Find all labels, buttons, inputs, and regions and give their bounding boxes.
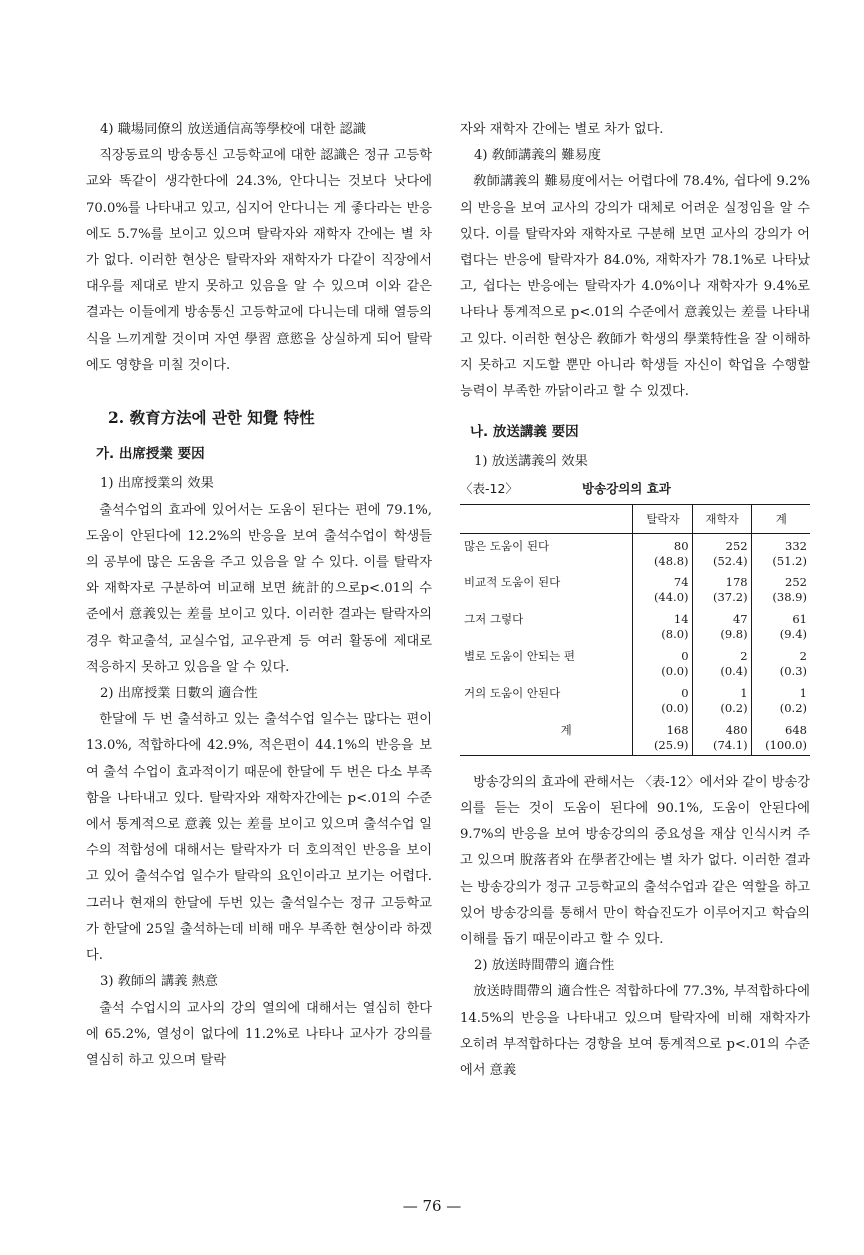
cell-total: 252 (38.9) — [751, 570, 810, 607]
paragraph: 敎師講義의 難易度에서는 어렵다에 78.4%, 쉽다에 9.2%의 반응을 보여 교사의 강의가 대체로 어려운 실정임을 알 수 있다. 이를 탈락자와 재학자로 구분해 보면 교사의 강의가 어렵다는 반응에 탈락자가 84.0%, 재학자가 78.1%로 나타났고, 쉽다는 반응에는 탈락자가 4.0%이나 재학자가 9.4%로 나타나 통계적으로 p<.01의 수준에서 意義있는 差를 나타내고 있다. 이러한 현상은 敎師가 학생의 學業特性을 잘 이해하지 못하고 지도할 뿐만 아니라 학생들 자신이 학업을 수행할 능력이 부족한 까닭이라고 할 수 있겠다. — [460, 174, 810, 400]
row-label: 별로 도움이 안되는 편 — [464, 649, 575, 664]
page-number: — 76 — — [402, 1197, 462, 1215]
cell-dropout: 168 (25.9) — [633, 718, 692, 755]
table-header-blank — [460, 504, 633, 533]
subsection-4-heading: 4) 敎師講義의 難易度 — [474, 148, 601, 164]
cell-total: 2 (0.3) — [751, 644, 810, 681]
paragraph: 출석 수업시의 교사의 강의 열의에 대해서는 열심히 한다에 65.2%, 열성이 없다에 11.2%로 나타나 교사가 강의를 열심히 하고 있으며 탈락 — [86, 1000, 432, 1068]
header-dropout: 탈락자 — [633, 504, 692, 533]
row-label: 많은 도움이 된다 — [464, 538, 550, 553]
left-column — [86, 117, 432, 1074]
subsection-2-heading: 2) 放送時間帶의 適合性 — [474, 958, 615, 974]
row-label: 비교적 도움이 된다 — [464, 575, 561, 590]
table-row — [460, 644, 810, 681]
table-row — [460, 681, 810, 718]
row-label: 거의 도움이 안된다 — [464, 686, 561, 701]
table-row — [460, 570, 810, 607]
paragraph: 직장동료의 방송통신 고등학교에 대한 認識은 정규 고등학교와 똑같이 생각한다에 24.3%, 안다니는 것보다 낫다에 70.0%를 나타내고 있고, 심지어 안다니는 게 좋다라는 반응에도 5.7%를 보이고 있으며 탈락자와 재학자 간에는 별 차가 없다. 이러한 현상은 탈락자와 재학자가 다같이 직장에서 대우를 제대로 받지 못하고 있음을 알 수 있으며 이와 같은 결과는 이들에게 방송통신 고등학교에 다니는데 대해 열등의식을 느끼게할 것이며 자연 學習 意慾을 상실하게 되어 탈락에도 영향을 미칠 것이다. — [86, 148, 432, 373]
cell-dropout: 80 (48.8) — [633, 533, 692, 570]
row-label: 계 — [460, 718, 633, 755]
right-column — [460, 117, 810, 1084]
cell-dropout: 74 (44.0) — [633, 570, 692, 607]
section-2-heading: 2. 敎育方法에 관한 知覺 特性 — [108, 408, 315, 428]
row-label: 그저 그렇다 — [464, 612, 524, 627]
cell-enrolled: 1 (0.2) — [692, 681, 751, 718]
paragraph: 放送時間帶의 適合性은 적합하다에 77.3%, 부적합하다에 14.5%의 반응을 나타내고 있으며 탈락자에 비해 재학자가 오히려 부적합하다는 경향을 보여 통계적으로 p<.01의 수준에서 意義 — [460, 984, 810, 1079]
table-row — [460, 533, 810, 570]
subsection-1-heading: 1) 出席授業의 效果 — [100, 476, 214, 492]
cell-total: 332 (51.2) — [751, 533, 810, 570]
cell-enrolled: 47 (9.8) — [692, 607, 751, 644]
header-total: 계 — [751, 504, 810, 533]
section-ga-heading: 가. 出席授業 要因 — [96, 446, 205, 463]
cell-total: 1 (0.2) — [751, 681, 810, 718]
effect-table — [460, 504, 810, 756]
paragraph: 자와 재학자 간에는 별로 차가 없다. — [460, 122, 664, 137]
table-caption — [460, 478, 810, 500]
header-enrolled: 재학자 — [692, 504, 751, 533]
table-title: 방송강의의 효과 — [582, 480, 671, 496]
table-row — [460, 607, 810, 644]
cell-enrolled: 252 (52.4) — [692, 533, 751, 570]
paragraph: 출석수업의 효과에 있어서는 도움이 된다는 편에 79.1%, 도움이 안된다에 12.2%의 반응을 보여 출석수업이 학생들의 공부에 많은 도움을 주고 있음을 알 수 있다. 이를 탈락자와 재학자로 구분하여 비교해 보면 統計的으로p<.01의 수준에서 意義있는 差를 보이고 있다. 이러한 결과는 탈락자의 경우 학교출석, 교실수업, 교우관계 등 여러 활동에 제대로 적응하지 못하고 있음을 알 수 있다. — [86, 502, 432, 675]
subsection-1-heading: 1) 放送講義의 效果 — [474, 454, 588, 470]
subsection-2-heading: 2) 出席授業 日數의 適合性 — [100, 686, 258, 702]
section-na-heading: 나. 放送講義 要因 — [470, 424, 579, 441]
paragraph: 한달에 두 번 출석하고 있는 출석수업 일수는 많다는 편이 13.0%, 적합하다에 42.9%, 적은편이 44.1%의 반응을 보여 출석 수업이 효과적이기 때문에 한달에 두 번은 다소 부족함을 나타내고 있다. 탈락자와 재학자간에는 p<.01의 수준에서 통계적으로 意義 있는 差를 보이고 있으며 출석수업 일수의 적합성에 대해서는 탈락자가 더 호의적인 반응을 보이고 있어 출석수업 일수가 탈락의 요인이라고 보기는 어렵다. 그러나 현재의 한달에 두번 있는 출석일수는 정규 고등학교가 한달에 25일 출석하는데 비해 매우 부족한 현상이라 하겠다. — [86, 712, 432, 964]
cell-total: 648 (100.0) — [751, 718, 810, 755]
cell-dropout: 0 (0.0) — [633, 681, 692, 718]
table-total-row — [460, 718, 810, 755]
section-4-heading: 4) 職場同僚의 放送通信高等學校에 대한 認識 — [100, 122, 366, 137]
subsection-3-heading: 3) 敎師의 講義 熱意 — [100, 974, 218, 990]
cell-dropout: 0 (0.0) — [633, 644, 692, 681]
cell-enrolled: 2 (0.4) — [692, 644, 751, 681]
cell-enrolled: 480 (74.1) — [692, 718, 751, 755]
cell-dropout: 14 (8.0) — [633, 607, 692, 644]
cell-enrolled: 178 (37.2) — [692, 570, 751, 607]
table-label: 〈表-12〉 — [460, 480, 518, 496]
cell-total: 61 (9.4) — [751, 607, 810, 644]
paragraph: 방송강의의 효과에 관해서는 〈表-12〉에서와 같이 방송강의를 듣는 것이 도움이 된다에 90.1%, 도움이 안된다에 9.7%의 반응을 보여 방송강의의 중요성을 재삼 인식시켜 주고 있으며 脫落者와 在學者간에는 별 차가 없다. 이러한 결과는 방송강의가 정규 고등학교의 출석수업과 같은 역할을 하고 있어 방송강의를 통해서 만이 학습진도가 이루어지고 학습의 이해를 돕기 때문이라고 할 수 있다. — [460, 774, 810, 948]
